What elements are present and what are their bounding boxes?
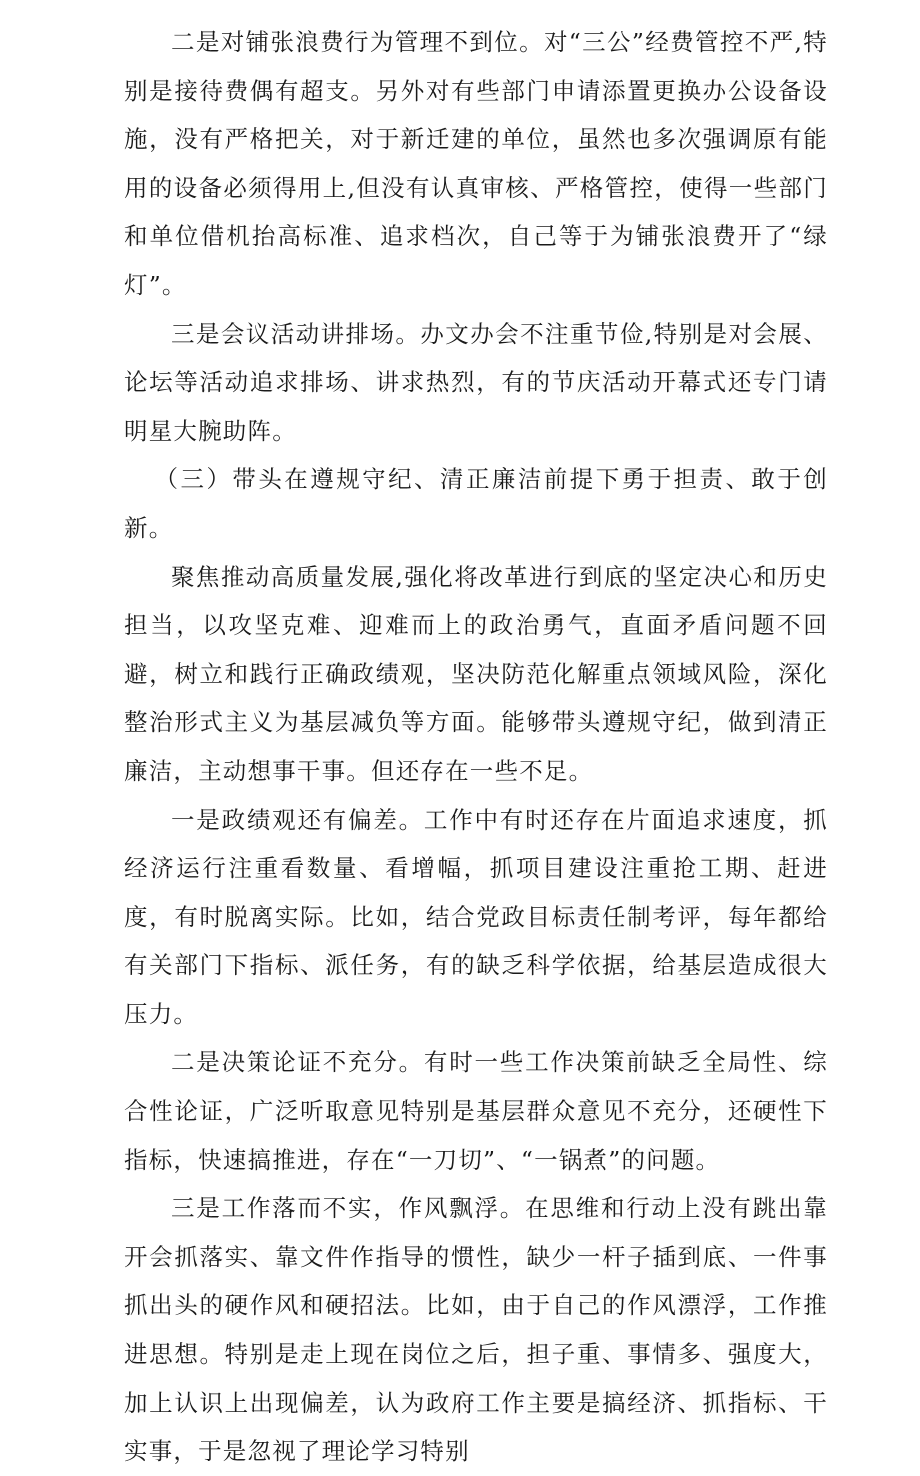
section-heading-three: （三）带头在遵规守纪、清正廉洁前提下勇于担责、敢于创新。 [124,465,828,542]
paragraph-performance-view: 一是政绩观还有偏差。工作中有时还存在片面追求速度，抓经济运行注重看数量、看增幅，抓项目建设注重抢工期、赶进度，有时脱离实际。比如，结合党政目标责任制考评，每年都给有关部门下指标、派任务，有的缺乏科学依据，给基层造成很大压力。 [124,805,828,1028]
paragraph-waste-management: 二是对铺张浪费行为管理不到位。对“三公”经费管控不严,特别是接待费偶有超支。另外对有些部门申请添置更换办公设备设施，没有严格把关，对于新迁建的单位，虽然也多次强调原有能用的设备必须得用上,但没有认真审核、严格管控，使得一些部门和单位借机抬高标准、追求档次，自己等于为铺张浪费开了“绿灯”。 [124,28,828,299]
paragraph-high-quality-development: 聚焦推动高质量发展,强化将改革进行到底的坚定决心和历史担当，以攻坚克难、迎难而上的政治勇气，直面矛盾问题不回避，树立和践行正确政绩观，坚决防范化解重点领域风险，深化整治形式主义为基层减负等方面。能够带头遵规守纪，做到清正廉洁，主动想事干事。但还存在一些不足。 [124,562,828,785]
paragraph-decision-making: 二是决策论证不充分。有时一些工作决策前缺乏全局性、综合性论证，广泛听取意见特别是基层群众意见不充分，还硬性下指标，快速搞推进，存在“一刀切”、“一锅煮”的问题。 [124,1048,828,1174]
paragraph-meeting-pomp: 三是会议活动讲排场。办文办会不注重节俭,特别是对会展、论坛等活动追求排场、讲求热烈，有的节庆活动开幕式还专门请明星大腕助阵。 [124,319,828,445]
paragraph-work-style: 三是工作落而不实，作风飘浮。在思维和行动上没有跳出靠开会抓落实、靠文件作指导的惯性，缺少一杆子插到底、一件事抓出头的硬作风和硬招法。比如，由于自己的作风漂浮，工作推进思想。特别是走上现在岗位之后，担子重、事情多、强度大，加上认识上出现偏差，认为政府工作主要是搞经济、抓指标、干实事，于是忽视了理论学习特别 [124,1194,828,1466]
